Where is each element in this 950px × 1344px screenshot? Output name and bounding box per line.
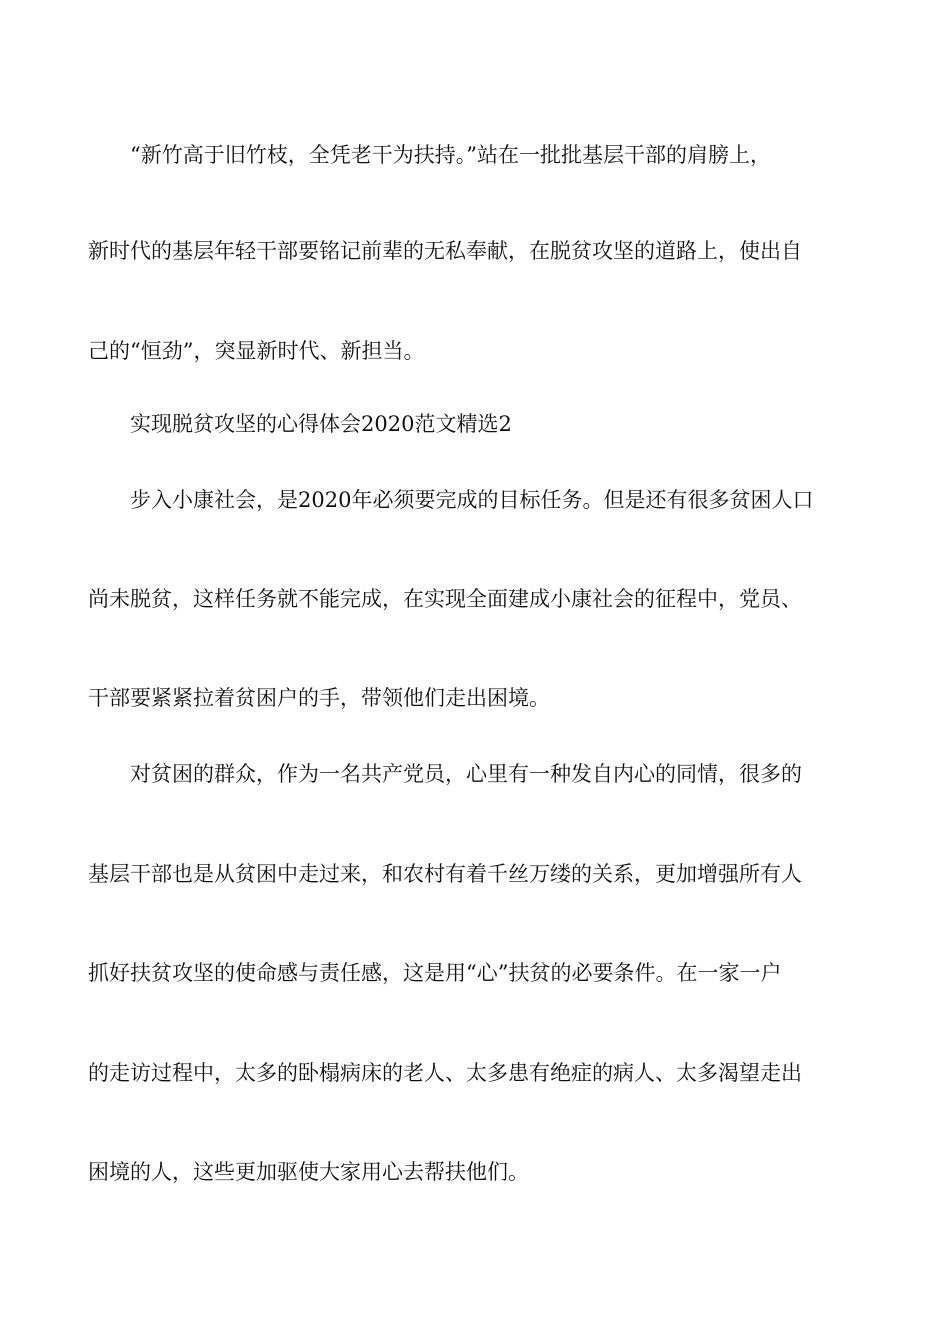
paragraph-line: 己的“恒劲”，突显新时代、新担当。 (88, 339, 425, 363)
paragraph-line: 干部要紧紧拉着贫困户的手，带领他们走出困境。 (88, 686, 550, 710)
paragraph-line: 基层干部也是从贫困中走过来，和农村有着千丝万缕的关系，更加增强所有人 (88, 862, 802, 886)
section-heading: 实现脱贫攻坚的心得体会2020范文精选2 (130, 412, 512, 436)
paragraph-line: 的走访过程中，太多的卧榻病床的老人、太多患有绝症的病人、太多渴望走出 (88, 1061, 802, 1085)
paragraph-line: “新竹高于旧竹枝，全凭老干为扶持。”站在一批批基层干部的肩膀上， (130, 143, 771, 167)
paragraph-line: 困境的人，这些更加驱使大家用心去帮扶他们。 (88, 1160, 529, 1184)
paragraph-line: 对贫困的群众，作为一名共产党员，心里有一种发自内心的同情，很多的 (130, 762, 802, 786)
paragraph-line: 新时代的基层年轻干部要铭记前辈的无私奉献，在脱贫攻坚的道路上，使出自 (88, 239, 802, 263)
paragraph-line: 尚未脱贫，这样任务就不能完成，在实现全面建成小康社会的征程中，党员、 (88, 587, 802, 611)
paragraph-line: 步入小康社会，是2020年必须要完成的目标任务。但是还有很多贫困人口 (130, 488, 814, 512)
paragraph-line: 抓好扶贫攻坚的使命感与责任感，这是用“心”扶贫的必要条件。在一家一户 (88, 961, 782, 985)
